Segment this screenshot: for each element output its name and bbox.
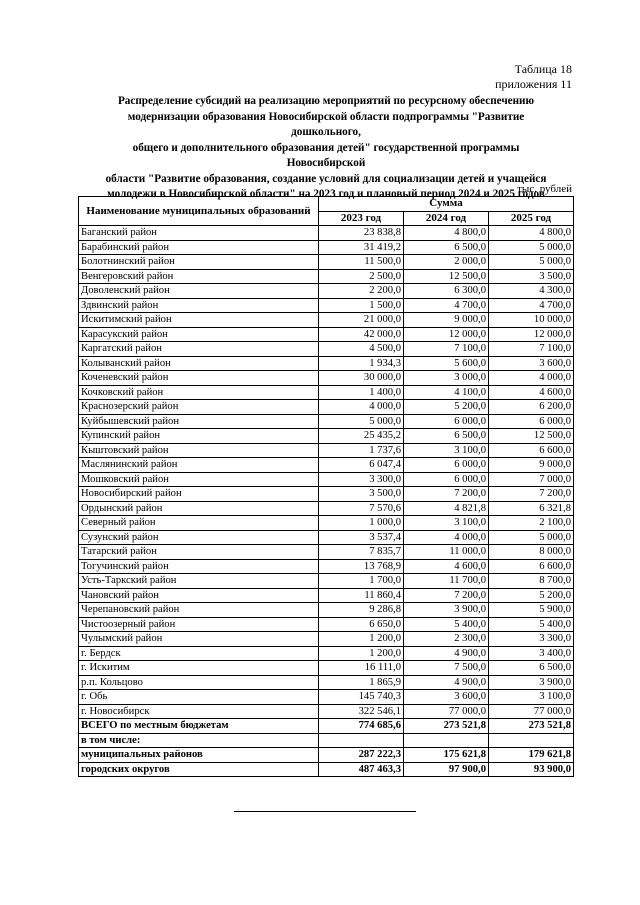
cell-amount: 12 500,0 — [404, 269, 489, 284]
cell-municipality: Чановский район — [79, 588, 319, 603]
cell-amount: 6 000,0 — [404, 414, 489, 429]
cell-amount: 5 400,0 — [489, 617, 574, 632]
cell-municipality: Колыванский район — [79, 356, 319, 371]
cell-municipality: Купинский район — [79, 429, 319, 444]
cell-amount: 4 900,0 — [404, 675, 489, 690]
table-row — [79, 371, 574, 386]
cell-amount: 9 000,0 — [404, 313, 489, 328]
cell-municipality: Кочковский район — [79, 385, 319, 400]
cell-amount: 4 600,0 — [489, 385, 574, 400]
table-row — [79, 385, 574, 400]
cell-amount: 774 685,6 — [319, 719, 404, 734]
cell-amount: 2 000,0 — [404, 255, 489, 270]
subsidy-table — [78, 196, 574, 777]
table-row — [79, 574, 574, 589]
cell-amount: 4 000,0 — [489, 371, 574, 386]
table-row — [79, 226, 574, 241]
cell-amount: 4 900,0 — [404, 646, 489, 661]
cell-municipality: Ордынский район — [79, 501, 319, 516]
cell-amount: 2 100,0 — [489, 516, 574, 531]
table-row — [79, 545, 574, 560]
cell-amount: 6 047,4 — [319, 458, 404, 473]
table-row — [79, 559, 574, 574]
cell-amount: 7 200,0 — [404, 588, 489, 603]
cell-amount: 23 838,8 — [319, 226, 404, 241]
cell-amount: 1 500,0 — [319, 298, 404, 313]
cell-amount: 487 463,3 — [319, 762, 404, 777]
document-title — [96, 94, 556, 203]
cell-amount: 3 300,0 — [489, 632, 574, 647]
cell-municipality: Куйбышевский район — [79, 414, 319, 429]
cell-amount: 1 200,0 — [319, 632, 404, 647]
cell-amount: 7 200,0 — [404, 487, 489, 502]
cell-amount: 5 200,0 — [489, 588, 574, 603]
cell-amount: 4 500,0 — [319, 342, 404, 357]
table-row — [79, 472, 574, 487]
cell-amount: 5 600,0 — [404, 356, 489, 371]
cell-amount: 4 000,0 — [404, 530, 489, 545]
cell-amount: 6 300,0 — [404, 284, 489, 299]
cell-amount: 77 000,0 — [489, 704, 574, 719]
cell-municipality: Маслянинский район — [79, 458, 319, 473]
cell-municipality: Черепановский район — [79, 603, 319, 618]
table-row — [79, 661, 574, 676]
cell-amount: 3 900,0 — [404, 603, 489, 618]
cell-amount: 3 500,0 — [319, 487, 404, 502]
cell-municipality: Здвинский район — [79, 298, 319, 313]
cell-amount: 7 100,0 — [489, 342, 574, 357]
cell-amount: 6 500,0 — [404, 240, 489, 255]
cell-amount: 1 865,9 — [319, 675, 404, 690]
cell-amount: 7 570,6 — [319, 501, 404, 516]
cell-amount: 287 222,3 — [319, 748, 404, 763]
cell-amount: 31 419,2 — [319, 240, 404, 255]
cell-municipality: г. Обь — [79, 690, 319, 705]
cell-empty — [489, 733, 574, 748]
table-row — [79, 516, 574, 531]
cell-amount: 11 000,0 — [404, 545, 489, 560]
cell-municipality: Барабинский район — [79, 240, 319, 255]
cell-amount: 3 100,0 — [489, 690, 574, 705]
cell-municipality: Северный район — [79, 516, 319, 531]
total-row — [79, 719, 574, 734]
cell-amount: 3 500,0 — [489, 269, 574, 284]
cell-amount: 6 600,0 — [489, 443, 574, 458]
cell-amount: 11 860,4 — [319, 588, 404, 603]
including-label: в том числе: — [79, 733, 319, 748]
cell-empty — [319, 733, 404, 748]
cell-amount: 6 000,0 — [404, 458, 489, 473]
cell-amount: 97 900,0 — [404, 762, 489, 777]
cell-municipality: г. Бердск — [79, 646, 319, 661]
table-number-label: Таблица 18 — [514, 62, 572, 76]
column-header-sum: Сумма — [319, 197, 574, 212]
unit-label: тыс. рублей — [517, 183, 572, 195]
table-row — [79, 400, 574, 415]
table-row — [79, 298, 574, 313]
cell-amount: 1 934,3 — [319, 356, 404, 371]
subtotal-row — [79, 748, 574, 763]
cell-amount: 10 000,0 — [489, 313, 574, 328]
title-line: молодежи в Новосибирской области" на 2023 год и плановый период 2024 и 2025 годов — [107, 188, 545, 200]
cell-amount: 6 500,0 — [404, 429, 489, 444]
cell-amount: 16 111,0 — [319, 661, 404, 676]
cell-amount: 1 200,0 — [319, 646, 404, 661]
cell-amount: 21 000,0 — [319, 313, 404, 328]
cell-amount: 3 100,0 — [404, 443, 489, 458]
cell-amount: 5 400,0 — [404, 617, 489, 632]
table-row — [79, 327, 574, 342]
cell-amount: 3 600,0 — [489, 356, 574, 371]
cell-municipality: Карасукский район — [79, 327, 319, 342]
title-line: общего и дополнительного образования детей" государственной программы Новосибирской — [132, 141, 520, 169]
cell-amount: 12 000,0 — [404, 327, 489, 342]
cell-municipality: Усть-Таркский район — [79, 574, 319, 589]
cell-amount: 1 700,0 — [319, 574, 404, 589]
table-row — [79, 603, 574, 618]
cell-amount: 145 740,3 — [319, 690, 404, 705]
cell-municipality: Баганский район — [79, 226, 319, 241]
cell-amount: 8 000,0 — [489, 545, 574, 560]
cell-amount: 11 500,0 — [319, 255, 404, 270]
cell-amount: 6 600,0 — [489, 559, 574, 574]
cell-amount: 2 200,0 — [319, 284, 404, 299]
cell-municipality: Тогучинский район — [79, 559, 319, 574]
cell-amount: 7 100,0 — [404, 342, 489, 357]
table-row — [79, 313, 574, 328]
cell-municipality: Чистоозерный район — [79, 617, 319, 632]
table-row — [79, 458, 574, 473]
column-header-year: 2023 год — [319, 211, 404, 226]
cell-amount: 175 621,8 — [404, 748, 489, 763]
cell-amount: 5 000,0 — [489, 255, 574, 270]
cell-amount: 1 000,0 — [319, 516, 404, 531]
cell-amount: 1 737,6 — [319, 443, 404, 458]
including-row — [79, 733, 574, 748]
cell-amount: 11 700,0 — [404, 574, 489, 589]
footer-divider — [234, 811, 416, 812]
cell-amount: 6 000,0 — [404, 472, 489, 487]
cell-amount: 9 000,0 — [489, 458, 574, 473]
cell-amount: 12 000,0 — [489, 327, 574, 342]
cell-amount: 179 621,8 — [489, 748, 574, 763]
cell-amount: 2 500,0 — [319, 269, 404, 284]
cell-amount: 1 400,0 — [319, 385, 404, 400]
cell-amount: 4 700,0 — [489, 298, 574, 313]
cell-municipality: городских округов — [79, 762, 319, 777]
cell-amount: 3 300,0 — [319, 472, 404, 487]
cell-amount: 8 700,0 — [489, 574, 574, 589]
table-row — [79, 501, 574, 516]
cell-municipality: Коченевский район — [79, 371, 319, 386]
cell-amount: 273 521,8 — [489, 719, 574, 734]
cell-amount: 4 800,0 — [404, 226, 489, 241]
cell-amount: 6 650,0 — [319, 617, 404, 632]
cell-amount: 4 300,0 — [489, 284, 574, 299]
column-header-name: Наименование муниципальных образований — [79, 197, 319, 226]
table-row — [79, 632, 574, 647]
cell-municipality: г. Новосибирск — [79, 704, 319, 719]
table-row — [79, 429, 574, 444]
cell-amount: 6 321,8 — [489, 501, 574, 516]
cell-amount: 12 500,0 — [489, 429, 574, 444]
cell-amount: 4 800,0 — [489, 226, 574, 241]
cell-amount: 3 000,0 — [404, 371, 489, 386]
cell-amount: 6 500,0 — [489, 661, 574, 676]
subtotal-row — [79, 762, 574, 777]
cell-municipality: Болотнинский район — [79, 255, 319, 270]
cell-amount: 2 300,0 — [404, 632, 489, 647]
table-row — [79, 414, 574, 429]
appendix-label: приложения 11 — [495, 77, 572, 91]
cell-municipality: Краснозерский район — [79, 400, 319, 415]
table-row — [79, 530, 574, 545]
cell-amount: 4 100,0 — [404, 385, 489, 400]
cell-amount: 6 200,0 — [489, 400, 574, 415]
cell-amount: 42 000,0 — [319, 327, 404, 342]
cell-amount: 4 600,0 — [404, 559, 489, 574]
cell-amount: 7 200,0 — [489, 487, 574, 502]
cell-amount: 93 900,0 — [489, 762, 574, 777]
table-row — [79, 487, 574, 502]
cell-municipality: муниципальных районов — [79, 748, 319, 763]
cell-amount: 3 537,4 — [319, 530, 404, 545]
cell-amount: 273 521,8 — [404, 719, 489, 734]
cell-amount: 4 821,8 — [404, 501, 489, 516]
column-header-year: 2024 год — [404, 211, 489, 226]
cell-amount: 3 400,0 — [489, 646, 574, 661]
table-row — [79, 356, 574, 371]
cell-amount: 13 768,9 — [319, 559, 404, 574]
title-line: области "Развитие образования, создание условий для социализации детей и учащейся — [105, 172, 547, 185]
cell-amount: 5 200,0 — [404, 400, 489, 415]
table-row — [79, 284, 574, 299]
cell-municipality: Каргатский район — [79, 342, 319, 357]
cell-municipality: Татарский район — [79, 545, 319, 560]
cell-municipality: ВСЕГО по местным бюджетам — [79, 719, 319, 734]
cell-amount: 5 900,0 — [489, 603, 574, 618]
cell-municipality: Кыштовский район — [79, 443, 319, 458]
cell-amount: 9 286,8 — [319, 603, 404, 618]
cell-municipality: Сузунский район — [79, 530, 319, 545]
cell-municipality: г. Искитим — [79, 661, 319, 676]
cell-empty — [404, 733, 489, 748]
cell-amount: 30 000,0 — [319, 371, 404, 386]
cell-amount: 322 546,1 — [319, 704, 404, 719]
title-line: модернизации образования Новосибирской области подпрограммы "Развитие дошкольного, — [127, 110, 525, 138]
cell-amount: 4 000,0 — [319, 400, 404, 415]
cell-amount: 5 000,0 — [489, 240, 574, 255]
cell-municipality: р.п. Кольцово — [79, 675, 319, 690]
cell-amount: 3 900,0 — [489, 675, 574, 690]
cell-municipality: Новосибирский район — [79, 487, 319, 502]
table-row — [79, 342, 574, 357]
cell-amount: 4 700,0 — [404, 298, 489, 313]
table-row — [79, 588, 574, 603]
table-row — [79, 646, 574, 661]
cell-amount: 6 000,0 — [489, 414, 574, 429]
table-row — [79, 675, 574, 690]
cell-amount: 5 000,0 — [319, 414, 404, 429]
table-row — [79, 617, 574, 632]
cell-amount: 25 435,2 — [319, 429, 404, 444]
table-row — [79, 269, 574, 284]
table-row — [79, 240, 574, 255]
table-row — [79, 704, 574, 719]
table-row — [79, 690, 574, 705]
title-line: Распределение субсидий на реализацию мероприятий по ресурсному обеспечению — [117, 95, 535, 107]
cell-amount: 5 000,0 — [489, 530, 574, 545]
cell-municipality: Искитимский район — [79, 313, 319, 328]
cell-municipality: Доволенский район — [79, 284, 319, 299]
cell-municipality: Венгеровский район — [79, 269, 319, 284]
column-header-year: 2025 год — [489, 211, 574, 226]
cell-municipality: Мошковский район — [79, 472, 319, 487]
table-row — [79, 443, 574, 458]
cell-amount: 77 000,0 — [404, 704, 489, 719]
cell-amount: 3 100,0 — [404, 516, 489, 531]
cell-municipality: Чулымский район — [79, 632, 319, 647]
table-row — [79, 255, 574, 270]
cell-amount: 7 000,0 — [489, 472, 574, 487]
cell-amount: 7 835,7 — [319, 545, 404, 560]
cell-amount: 3 600,0 — [404, 690, 489, 705]
cell-amount: 7 500,0 — [404, 661, 489, 676]
